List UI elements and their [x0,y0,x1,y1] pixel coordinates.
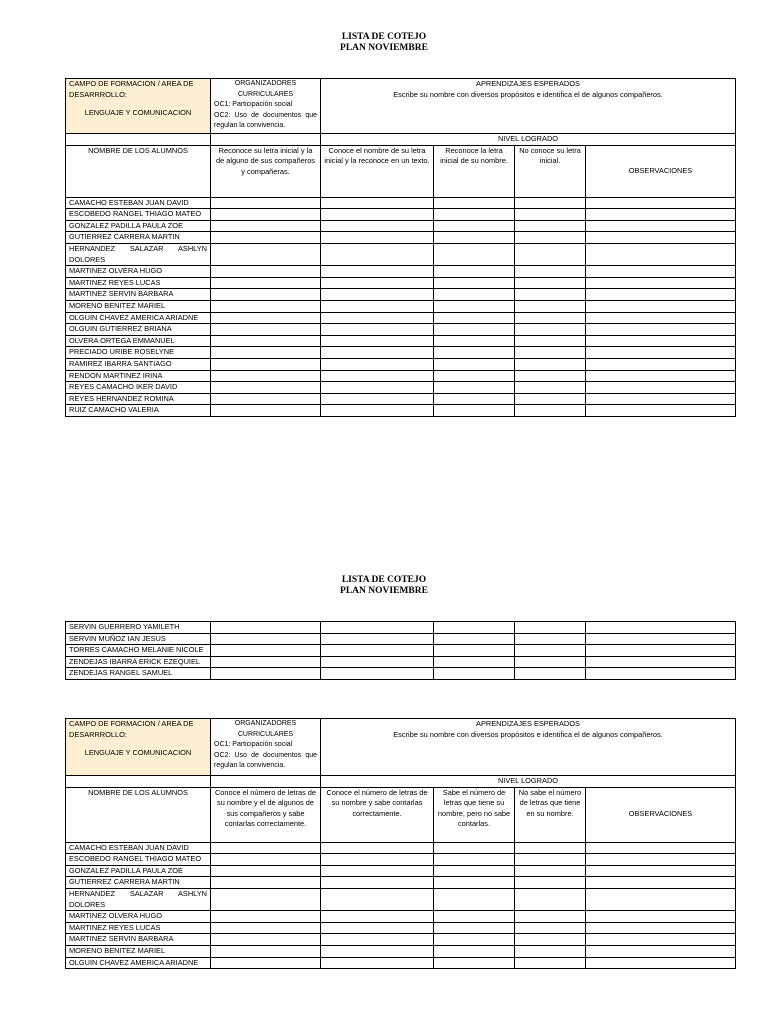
check-cell[interactable] [434,945,515,957]
check-cell[interactable] [321,220,434,232]
check-cell[interactable] [515,266,586,278]
nivel-logrado: NIVEL LOGRADO [321,134,736,146]
check-cell[interactable] [515,622,586,634]
check-cell[interactable] [434,393,515,405]
observation-cell[interactable] [586,888,736,910]
check-cell[interactable] [515,405,586,417]
table-row [66,382,736,394]
check-cell[interactable] [434,209,515,221]
criterion-header: No sabe el número de letras que tiene en su nombre. [515,787,586,842]
student-rows-3 [66,842,736,969]
check-cell[interactable] [211,243,321,265]
oc1-text: OC1: Participación social [214,741,293,749]
check-cell[interactable] [321,854,434,866]
check-cell[interactable] [321,347,434,359]
check-cell[interactable] [434,220,515,232]
observation-cell[interactable] [586,312,736,324]
checklist-table-2 [65,621,736,680]
check-cell[interactable] [211,922,321,934]
aprendizajes-title: APRENDIZAJES ESPERADOS [476,79,580,88]
student-name: RENDON MARTINEZ IRINA [66,370,211,382]
check-cell[interactable] [434,370,515,382]
check-cell[interactable] [211,358,321,370]
check-cell[interactable] [211,220,321,232]
check-cell[interactable] [211,197,321,209]
observation-cell[interactable] [586,266,736,278]
check-cell[interactable] [211,645,321,657]
criterion-header: Sabe el número de letras que tiene su nombre, pero no sabe contarlas. [434,787,515,842]
check-cell[interactable] [321,232,434,244]
observation-cell[interactable] [586,922,736,934]
header-nombre: NOMBRE DE LOS ALUMNOS [66,145,211,197]
student-name: HERNANDEZ SALAZAR ASHLYN DOLORES [66,888,211,910]
student-name: SERVIN MUÑOZ IAN JESUS [66,633,211,645]
organizadores-title: ORGANIZADORES [234,720,297,727]
table-row [66,405,736,417]
check-cell[interactable] [321,289,434,301]
check-cell[interactable] [515,945,586,957]
table-row [66,877,736,889]
table-row [66,393,736,405]
criterion-header: Reconoce su letra inicial y la de alguno de sus compañeros y compañeras. [211,145,321,197]
check-cell[interactable] [515,842,586,854]
table-row [66,358,736,370]
student-name: ZENDEJAS IBARRA ERICK EZEQUIEL [66,656,211,668]
aprendizajes-text: Escribe su nombre con diversos propósitos e identifica el de algunos compañeros. [393,89,663,99]
student-name: OLGUIN CHAVEZ AMERICA ARIADNE [66,957,211,969]
check-cell[interactable] [515,633,586,645]
check-cell[interactable] [211,622,321,634]
observation-cell[interactable] [586,335,736,347]
document-title-page-2 [0,575,768,597]
observation-cell[interactable] [586,358,736,370]
observation-cell[interactable] [586,645,736,657]
check-cell[interactable] [211,633,321,645]
check-cell[interactable] [321,865,434,877]
check-cell[interactable] [515,358,586,370]
table-row [66,865,736,877]
check-cell[interactable] [515,347,586,359]
check-cell[interactable] [434,645,515,657]
check-cell[interactable] [515,877,586,889]
observation-cell[interactable] [586,842,736,854]
check-cell[interactable] [434,358,515,370]
check-cell[interactable] [211,347,321,359]
check-cell[interactable] [515,197,586,209]
check-cell[interactable] [321,645,434,657]
table-row [66,656,736,668]
observation-cell[interactable] [586,209,736,221]
check-cell[interactable] [434,232,515,244]
table-row [66,335,736,347]
table-row [66,266,736,278]
check-cell[interactable] [515,656,586,668]
check-cell[interactable] [321,312,434,324]
check-cell[interactable] [321,393,434,405]
observation-cell[interactable] [586,197,736,209]
observation-cell[interactable] [586,854,736,866]
organizadores-cell [211,719,321,776]
table-row [66,622,736,634]
student-name: MARTINEZ REYES LUCAS [66,922,211,934]
subtitle-line: PLAN NOVIEMBRE [340,586,428,596]
student-name: ESCOBEDO RANGEL THIAGO MATEO [66,854,211,866]
check-cell[interactable] [515,312,586,324]
check-cell[interactable] [434,865,515,877]
check-cell[interactable] [321,335,434,347]
table-row [66,854,736,866]
check-cell[interactable] [434,347,515,359]
check-cell[interactable] [211,668,321,680]
criterion-header: Conoce el nombre de su letra inicial y la reconoce en un texto. [321,145,434,197]
check-cell[interactable] [211,934,321,946]
check-cell[interactable] [434,957,515,969]
check-cell[interactable] [321,197,434,209]
table-row [66,220,736,232]
check-cell[interactable] [434,382,515,394]
check-cell[interactable] [321,209,434,221]
check-cell[interactable] [211,266,321,278]
check-cell[interactable] [211,945,321,957]
organizadores-cell [211,79,321,134]
check-cell[interactable] [515,888,586,910]
student-name: MARTINEZ SERVIN BARBARA [66,934,211,946]
table-row [66,945,736,957]
check-cell[interactable] [321,911,434,923]
student-rows-2 [66,622,736,680]
table-row [66,888,736,910]
check-cell[interactable] [211,405,321,417]
student-name: OLGUIN CHAVEZ AMERICA ARIADNE [66,312,211,324]
curriculares-title: CURRICULARES [237,730,294,738]
checklist-table-3 [65,718,736,969]
observation-cell[interactable] [586,382,736,394]
check-cell[interactable] [211,289,321,301]
check-cell[interactable] [515,335,586,347]
check-cell[interactable] [434,277,515,289]
check-cell[interactable] [434,888,515,910]
table-row [66,300,736,312]
check-cell[interactable] [211,842,321,854]
campo-label: CAMPO DE FORMACION / AREA DE DESARRROLLO: [69,719,194,739]
check-cell[interactable] [211,382,321,394]
table-row [66,312,736,324]
check-cell[interactable] [515,854,586,866]
criterion-header: Reconoce la letra inicial de su nombre. [434,145,515,197]
oc1-text: OC1: Participación social [214,101,293,109]
aprendizajes-cell [321,719,736,776]
title-line: LISTA DE COTEJO [341,32,427,42]
check-cell[interactable] [321,266,434,278]
header-observaciones: OBSERVACIONES [586,145,736,197]
check-cell[interactable] [515,911,586,923]
student-name: GUTIERREZ CARRERA MARTIN [66,232,211,244]
organizadores-title: ORGANIZADORES [234,80,297,87]
observation-cell[interactable] [586,656,736,668]
student-name: RUIZ CAMACHO VALERIA [66,405,211,417]
observation-cell[interactable] [586,945,736,957]
check-cell[interactable] [321,370,434,382]
student-name: GONZALEZ PADILLA PAULA ZOE [66,220,211,232]
observation-cell[interactable] [586,934,736,946]
criterion-header: Conoce el número de letras de su nombre y el de algunos de sus compañeros y sabe contarlas correctamente. [211,787,321,842]
checklist-table-1 [65,78,736,417]
campo-area: LENGUAJE Y COMUNICACION [84,108,192,118]
table-row [66,934,736,946]
check-cell[interactable] [321,622,434,634]
student-name: RAMIREZ IBARRA SANTIAGO [66,358,211,370]
check-cell[interactable] [434,622,515,634]
header-observaciones: OBSERVACIONES [586,787,736,842]
observation-cell[interactable] [586,633,736,645]
check-cell[interactable] [515,324,586,336]
check-cell[interactable] [321,405,434,417]
campo-label: CAMPO DE FORMACION / AREA DE DESARRROLLO: [69,79,194,99]
check-cell[interactable] [321,324,434,336]
check-cell[interactable] [211,656,321,668]
student-name: OLVERA ORTEGA EMMANUEL [66,335,211,347]
check-cell[interactable] [434,335,515,347]
table-row [66,324,736,336]
table-row [66,668,736,680]
check-cell[interactable] [211,324,321,336]
check-cell[interactable] [211,957,321,969]
check-cell[interactable] [515,289,586,301]
observation-cell[interactable] [586,957,736,969]
check-cell[interactable] [515,209,586,221]
criterion-header: Conoce el número de letras de su nombre y sabe contarlas correctamente. [321,787,434,842]
observation-cell[interactable] [586,911,736,923]
check-cell[interactable] [434,405,515,417]
check-cell[interactable] [321,934,434,946]
student-name: TORRES CAMACHO MELANIE NICOLE [66,645,211,657]
check-cell[interactable] [211,277,321,289]
criterion-header: No conoce su letra inicial. [515,145,586,197]
table-row [66,232,736,244]
check-cell[interactable] [211,877,321,889]
check-cell[interactable] [434,877,515,889]
check-cell[interactable] [434,668,515,680]
check-cell[interactable] [321,877,434,889]
student-name: SERVIN GUERRERO YAMILETH [66,622,211,634]
student-name: GUTIERREZ CARRERA MARTIN [66,877,211,889]
check-cell[interactable] [321,243,434,265]
oc2-text: OC2: Uso de documentos que regulan la convivencia. [214,751,317,770]
check-cell[interactable] [211,312,321,324]
student-name: ESCOBEDO RANGEL THIAGO MATEO [66,209,211,221]
table-row [66,842,736,854]
table-row [66,645,736,657]
check-cell[interactable] [211,911,321,923]
observation-cell[interactable] [586,668,736,680]
check-cell[interactable] [321,656,434,668]
table-row [66,243,736,265]
check-cell[interactable] [211,300,321,312]
student-name: MORENO BENITEZ MARIEL [66,300,211,312]
check-cell[interactable] [434,842,515,854]
check-cell[interactable] [515,393,586,405]
check-cell[interactable] [434,289,515,301]
observation-cell[interactable] [586,393,736,405]
observation-cell[interactable] [586,877,736,889]
table-row [66,197,736,209]
observation-cell[interactable] [586,405,736,417]
observation-cell[interactable] [586,220,736,232]
document-title [0,32,768,54]
student-rows-1 [66,197,736,416]
check-cell[interactable] [515,668,586,680]
student-name: HERNANDEZ SALAZAR ASHLYN DOLORES [66,243,211,265]
table-row [66,957,736,969]
check-cell[interactable] [515,957,586,969]
observation-cell[interactable] [586,865,736,877]
check-cell[interactable] [211,370,321,382]
student-name: MARTINEZ REYES LUCAS [66,277,211,289]
nivel-logrado: NIVEL LOGRADO [321,776,736,788]
header-nombre: NOMBRE DE LOS ALUMNOS [66,787,211,842]
check-cell[interactable] [321,300,434,312]
check-cell[interactable] [434,911,515,923]
student-name: MARTINEZ OLVERA HUGO [66,911,211,923]
table-row [66,911,736,923]
check-cell[interactable] [515,370,586,382]
aprendizajes-cell [321,79,736,134]
check-cell[interactable] [434,300,515,312]
check-cell[interactable] [434,934,515,946]
check-cell[interactable] [321,922,434,934]
observation-cell[interactable] [586,324,736,336]
check-cell[interactable] [211,888,321,910]
check-cell[interactable] [211,209,321,221]
check-cell[interactable] [211,854,321,866]
table-row [66,277,736,289]
check-cell[interactable] [515,220,586,232]
observation-cell[interactable] [586,347,736,359]
check-cell[interactable] [434,633,515,645]
observation-cell[interactable] [586,370,736,382]
table-row [66,922,736,934]
aprendizajes-text: Escribe su nombre con diversos propósitos e identifica el de algunos compañeros. [393,729,663,739]
check-cell[interactable] [321,668,434,680]
student-name: ZENDEJAS RANGEL SAMUEL [66,668,211,680]
check-cell[interactable] [515,934,586,946]
check-cell[interactable] [515,865,586,877]
check-cell[interactable] [211,232,321,244]
check-cell[interactable] [434,854,515,866]
check-cell[interactable] [434,922,515,934]
student-name: MORENO BENITEZ MARIEL [66,945,211,957]
check-cell[interactable] [434,656,515,668]
check-cell[interactable] [321,358,434,370]
table-row [66,347,736,359]
student-name: OLGUIN GUTIERREZ BRIANA [66,324,211,336]
check-cell[interactable] [321,957,434,969]
check-cell[interactable] [515,922,586,934]
check-cell[interactable] [434,312,515,324]
check-cell[interactable] [434,266,515,278]
title-line: LISTA DE COTEJO [341,575,427,585]
aprendizajes-title: APRENDIZAJES ESPERADOS [476,719,580,728]
campo-cell [66,79,211,134]
check-cell[interactable] [321,888,434,910]
campo-area: LENGUAJE Y COMUNICACION [84,748,192,758]
student-name: REYES HERNANDEZ ROMINA [66,393,211,405]
observation-cell[interactable] [586,622,736,634]
check-cell[interactable] [321,842,434,854]
table-row [66,209,736,221]
curriculares-title: CURRICULARES [237,90,294,98]
check-cell[interactable] [515,300,586,312]
check-cell[interactable] [434,243,515,265]
observation-cell[interactable] [586,243,736,265]
observation-cell[interactable] [586,289,736,301]
check-cell[interactable] [321,945,434,957]
check-cell[interactable] [434,197,515,209]
observation-cell[interactable] [586,300,736,312]
check-cell[interactable] [211,865,321,877]
table-row [66,633,736,645]
student-name: CAMACHO ESTEBAN JUAN DAVID [66,197,211,209]
check-cell[interactable] [321,382,434,394]
student-name: MARTINEZ OLVERA HUGO [66,266,211,278]
observation-cell[interactable] [586,277,736,289]
student-name: CAMACHO ESTEBAN JUAN DAVID [66,842,211,854]
check-cell[interactable] [515,382,586,394]
check-cell[interactable] [434,324,515,336]
student-name: GONZALEZ PADILLA PAULA ZOE [66,865,211,877]
check-cell[interactable] [515,243,586,265]
table-row [66,289,736,301]
check-cell[interactable] [515,232,586,244]
check-cell[interactable] [515,277,586,289]
campo-cell [66,719,211,776]
subtitle-line: PLAN NOVIEMBRE [340,43,428,53]
check-cell[interactable] [321,277,434,289]
student-name: MARTINEZ SERVIN BARBARA [66,289,211,301]
student-name: REYES CAMACHO IKER DAVID [66,382,211,394]
check-cell[interactable] [211,335,321,347]
check-cell[interactable] [211,393,321,405]
table-row [66,370,736,382]
observation-cell[interactable] [586,232,736,244]
check-cell[interactable] [515,645,586,657]
student-name: PRECIADO URIBE ROSELYNE [66,347,211,359]
check-cell[interactable] [321,633,434,645]
oc2-text: OC2: Uso de documentos que regulan la convivencia. [214,111,317,130]
